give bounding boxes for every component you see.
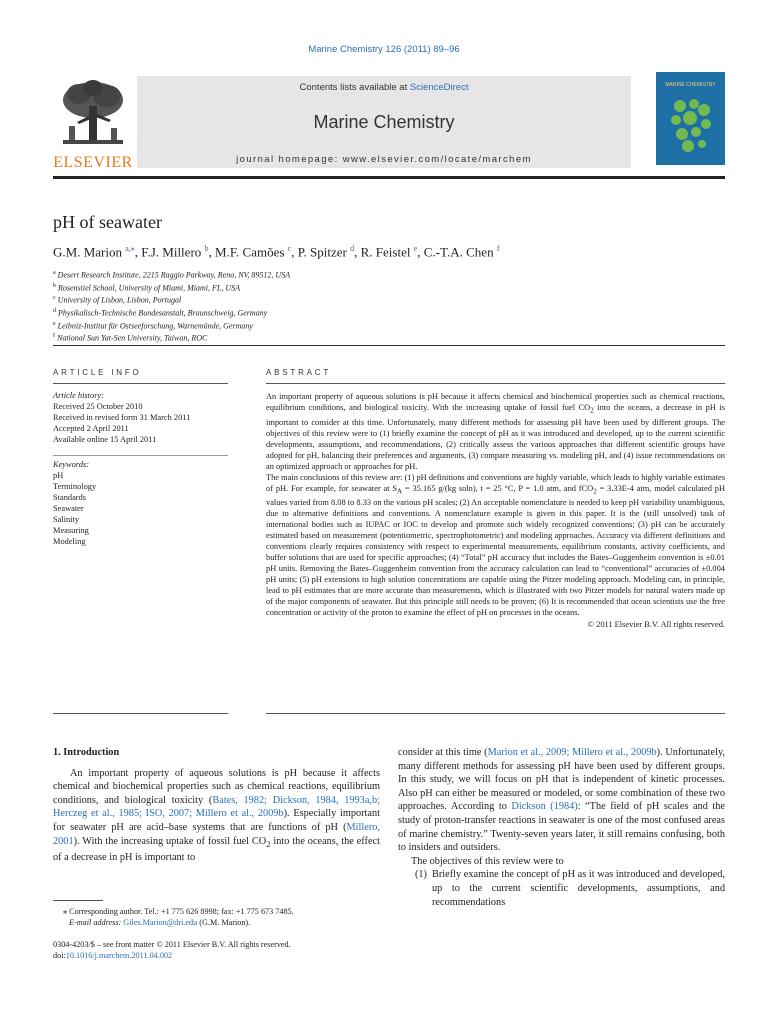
history-item: Received 25 October 2010 <box>53 402 143 411</box>
history-item: Accepted 2 April 2011 <box>53 424 129 433</box>
keyword-item: Terminology <box>53 482 97 491</box>
body-paragraph <box>53 767 380 865</box>
objective-item <box>398 868 725 909</box>
author-affil-link[interactable]: e <box>413 244 418 253</box>
subscript: A <box>397 487 403 496</box>
subscript: 2 <box>590 406 594 415</box>
journal-cover-image[interactable] <box>656 72 725 165</box>
sciencedirect-link[interactable]: ScienceDirect <box>409 82 469 93</box>
affiliation-list <box>53 268 290 344</box>
section-heading: 1. Introduction <box>53 747 120 758</box>
keyword-item: Measuring <box>53 526 89 535</box>
header-rule <box>53 176 725 179</box>
cover-art-icon <box>666 96 716 158</box>
citation-link[interactable]: Marion et al., 2009; Millero et al., 2009b <box>487 747 657 758</box>
affiliation-item <box>53 281 290 294</box>
affiliation-marker: f <box>53 333 55 340</box>
affiliation-text: Desert Research Institute, 2215 Raggio Parkway, Reno, NV, 89512, USA <box>55 270 291 280</box>
journal-title: Marine Chemistry <box>313 112 455 132</box>
affiliation-marker: b <box>53 282 56 289</box>
email-line <box>53 917 380 928</box>
copyright-line: © 2011 Elsevier B.V. All rights reserved. <box>587 620 725 630</box>
front-matter <box>53 939 380 961</box>
article-title: pH of seawater <box>53 212 162 232</box>
homepage-prefix: journal homepage: <box>236 154 343 165</box>
email-link[interactable]: Giles.Marion@dri.edu <box>123 918 198 927</box>
history-item: Received in revised form 31 March 2011 <box>53 413 191 422</box>
author-name: , P. Spitzer <box>291 244 351 260</box>
affiliation-text: Leibniz-Institut für Ostseeforschung, Warnemünde, Germany <box>55 321 253 331</box>
author-affil-link[interactable]: d <box>350 244 355 253</box>
keyword-item: pH <box>53 471 64 480</box>
keyword-item: Modeling <box>53 537 86 546</box>
homepage-line <box>137 154 631 165</box>
affiliation-rule <box>53 345 725 346</box>
affiliation-text: Rosenstiel School, University of Miami, Miami, FL, USA <box>56 283 240 293</box>
body-text: ). Unfortunately, many different methods for assessing pH have been used by different groups. In this study, we will focus on pH that is independent of kinetic processes. Also pH can either be measured or modeled, or some combination of these two approaches. According to <box>398 747 726 813</box>
journal-reference-link[interactable]: Marine Chemistry 126 (2011) 89–96 <box>308 44 460 55</box>
objectives-lead: The objectives of this review were to <box>411 855 564 867</box>
body-text: : “The field of pH scales and the study of proton-transfer reactions in seawater is one of the most confused areas of marine chemistry.” Twenty-seven years later, it still remains confusing, both to insiders and outsiders. <box>398 801 725 854</box>
affiliation-text: University of Lisbon, Lisbon, Portugal <box>55 295 182 305</box>
abstract-text: into the oceans, a decrease in pH is important to consider at this time. Unfortunately, many different methods for assessing pH have been used by different groups. The objectives of this review were to (1) briefly examine the concept of pH as it was introduced and developed, up to the current scientific developments, assumptions, and recommendations, (2) critically assess the various approaches that different scientific groups have adopted for pH, balancing their preferences and arguments, (3) compare measuring vs. modeling pH, and (4) issue recommendations on an optimized approach or approaches for pH. <box>266 403 726 471</box>
body-text: An important property of aqueous solutions is pH because it affects chemical and biochemical properties such as chemical reactions, equilibrium conditions, and biological toxicity ( <box>53 767 380 806</box>
keywords-rule <box>53 455 228 456</box>
objective-text: Briefly examine the concept of pH as it was introduced and developed, up to the current scientific developments, assumptions, and recommendations <box>432 869 725 908</box>
footnote-rule <box>53 900 103 901</box>
affiliation-item <box>53 331 290 344</box>
body-text: consider at this time ( <box>398 747 488 758</box>
doi-line <box>53 950 380 961</box>
doi-prefix: doi: <box>53 951 66 960</box>
affiliation-marker: a <box>53 270 56 276</box>
contents-line <box>137 82 631 93</box>
abstract-text: = 3.33E-4 atm, model calculated pH values varied from 8.08 to 8.33 on the various pH scales; (2) An acceptable nomenclature is needed to keep pH variability unambiguous, due to alternative definitions and conventions. A nomenclature example is given in this paper. It is the (still unsolved) task of international bodies such as IUPAC or IOC to develop and promote such widely recognized conventions; (3) pH can be accurately estimated based on measurement (potentiometric, spectrophotometric) and modeling approaches. Accuracy via different definitions and conventions clearly requires consistency with respect to experimental measurements, equilibrium constants, activity coefficients, and buffer solutions that are used for specific approaches; (4) “Total” pH accuracy that includes the Bates–Guggenheim convention is ±0.01 pH units. Removing the Bates–Guggenheim convention from the accuracy calculation can lead to “conventional” accuracies of ±0.004 pH units; (5) pH extensions to high solution concentrations are capable using the Pitzer modeling approach. Modeling can, in principle, lead to pH estimates that are more accurate than measurements, which is illustrated with two Pitzer models for natural waters made up of the major components of seawater. But this principle still needs to be proven; (6) It is recommended that ocean scientists use the free concentration or activity of the proton to examine the effect of pH on processes in the oceans. <box>266 483 725 618</box>
email-label: E-mail address: <box>69 918 124 927</box>
body-text: ). Especially important for seawater pH are acid–base systems that are functions of pH ( <box>53 808 380 833</box>
body-column-right <box>398 746 725 909</box>
history-item: Available online 15 April 2011 <box>53 435 157 444</box>
affiliation-marker: d <box>53 307 56 314</box>
author-affil-link[interactable]: b <box>204 244 209 253</box>
author-name: , R. Feistel <box>354 244 414 260</box>
objective-number: (1) <box>414 869 427 881</box>
header-band <box>137 76 631 168</box>
tree-logo-icon <box>57 78 129 152</box>
abstract-bottom-rule <box>266 713 725 714</box>
abstract-paragraph <box>266 391 725 472</box>
abstract-body <box>266 391 725 630</box>
citation-link[interactable]: Dickson (1984) <box>511 801 578 813</box>
publisher-wordmark: ELSEVIER <box>53 154 133 171</box>
front-matter-text: 0304-4203/$ – see front matter © 2011 Elsevier B.V. All rights reserved. <box>53 940 291 949</box>
keyword-list <box>53 459 228 547</box>
abstract-text: The main conclusions of this review are: (1) pH definitions and conventions are highly variable, which leads to highly variable estimates of pH. For example, for seawater at S <box>266 472 725 493</box>
article-info-heading: ARTICLE INFO <box>53 368 228 384</box>
author-affil-link[interactable]: a,⁎ <box>125 244 135 253</box>
author-name: , C.-T.A. Chen <box>417 244 497 260</box>
article-history <box>53 390 228 445</box>
journal-masthead <box>53 72 725 173</box>
footnote-text: ⁎ Corresponding author. Tel.: +1 775 626 8998; fax: +1 775 673 7485. <box>63 907 294 916</box>
corresponding-author-footnote <box>53 906 380 928</box>
body-text: into the oceans, the effect of a decrease in pH is important to <box>53 835 380 864</box>
author-name: , M.F. Camões <box>208 244 288 260</box>
abstract-heading: ABSTRACT <box>266 368 725 384</box>
contents-prefix: Contents lists available at <box>299 82 410 93</box>
affiliation-text: Physikalisch-Technische Bundesanstalt, Braunschweig, Germany <box>56 308 268 318</box>
citation-link[interactable]: Bates, 1982; Dickson, 1984, 1993a,b; Herczeg et al., 1985; ISO, 2007; Millero et al., 2009b <box>53 794 380 820</box>
keyword-item: Seawater <box>53 504 84 513</box>
subscript: 2 <box>266 838 271 849</box>
affiliation-item <box>53 306 290 319</box>
history-label: Article history: <box>53 391 104 400</box>
citation-link[interactable]: Millero, 2001 <box>53 821 380 847</box>
affiliation-text: National Sun Yat-Sen University, Taiwan, ROC <box>55 333 208 343</box>
affiliation-marker: c <box>53 295 56 302</box>
email-suffix: (G.M. Marion). <box>197 918 251 927</box>
affiliation-marker: e <box>53 320 56 327</box>
subscript: 2 <box>593 487 597 496</box>
author-name: G.M. Marion <box>53 244 126 260</box>
keywords-label: Keywords: <box>53 460 89 469</box>
affiliation-item <box>53 319 290 332</box>
keyword-item: Salinity <box>53 515 80 524</box>
body-column-left <box>53 746 380 865</box>
keyword-item: Standards <box>53 493 87 502</box>
affiliation-item <box>53 268 290 281</box>
info-bottom-rule <box>53 713 228 714</box>
doi-link[interactable]: 10.1016/j.marchem.2011.04.002 <box>65 951 173 960</box>
author-affil-link[interactable]: f <box>496 244 500 253</box>
homepage-link[interactable]: www.elsevier.com/locate/marchem <box>342 154 532 165</box>
author-name: , F.J. Millero <box>134 244 205 260</box>
body-text: ). With the increasing uptake of fossil fuel CO <box>73 835 267 847</box>
affiliation-item <box>53 293 290 306</box>
cover-title: MARINE CHEMISTRY <box>665 82 716 88</box>
author-list <box>53 244 500 260</box>
elsevier-logo <box>53 78 133 171</box>
author-affil-link[interactable]: c <box>287 244 292 253</box>
abstract-paragraph <box>266 472 725 619</box>
abstract-text: = 35.165 g/(kg soln), t = 25 °C, P = 1.0 atm, and fCO <box>402 483 594 493</box>
body-paragraph <box>398 746 725 855</box>
abstract-text: An important property of aqueous solutions is pH because it affects chemical and biochemical properties such as chemical reactions, equilibrium conditions, and biological toxicity. With the increasing uptake of fossil fuel CO <box>266 392 725 412</box>
